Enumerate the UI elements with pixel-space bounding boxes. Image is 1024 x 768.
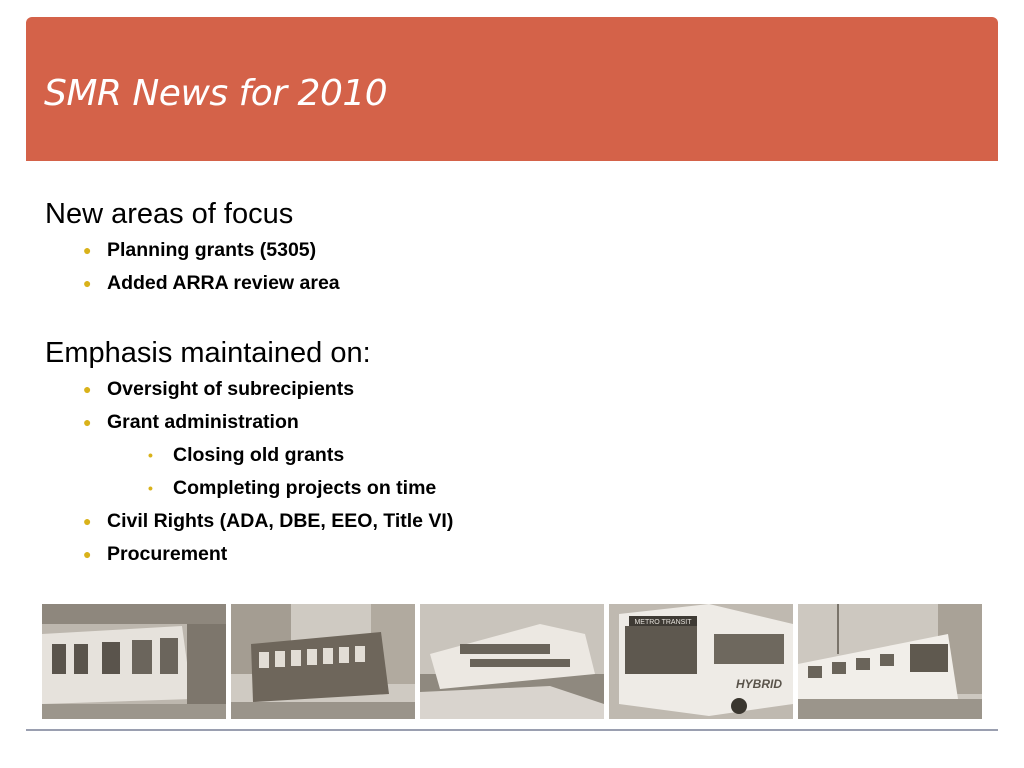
hybrid-bus-photo: [609, 604, 793, 719]
bullet-icon: ●: [83, 513, 92, 529]
emphasis-list: [45, 373, 945, 571]
list-item: ● Grant administration: [45, 406, 945, 439]
title-bar: [26, 17, 998, 161]
slide-content: [45, 194, 945, 571]
section-heading-new-areas: New areas of focus: [45, 198, 294, 230]
bullet-icon: ●: [83, 546, 92, 562]
light-rail-photo: [798, 604, 982, 719]
slide-title: SMR News for 2010: [44, 73, 388, 114]
list-item: ● Planning grants (5305): [45, 234, 945, 267]
new-areas-list: [45, 234, 945, 300]
bullet-icon: ●: [83, 414, 92, 430]
hybrid-label: HYBRID: [735, 677, 783, 691]
section-heading-emphasis: Emphasis maintained on:: [45, 337, 371, 369]
ferry-photo: [420, 604, 604, 719]
list-item: ● Civil Rights (ADA, DBE, EEO, Title VI): [45, 505, 945, 538]
photo-strip: [42, 604, 982, 719]
bullet-icon: ●: [83, 275, 92, 291]
list-item: ● Added ARRA review area: [45, 267, 945, 300]
bus-sign-text: METRO TRANSIT: [634, 619, 692, 626]
list-item: ● Oversight of subrecipients: [45, 373, 945, 406]
bullet-icon: ●: [83, 242, 92, 258]
bullet-icon: •: [148, 447, 153, 463]
bottom-divider: [26, 729, 998, 731]
list-item: • Closing old grants: [45, 439, 945, 472]
bullet-icon: •: [148, 480, 153, 496]
list-item: • Completing projects on time: [45, 472, 945, 505]
commuter-train-photo: [42, 604, 226, 719]
bullet-icon: ●: [83, 381, 92, 397]
list-item: ● Procurement: [45, 538, 945, 571]
streetcar-photo: [231, 604, 415, 719]
